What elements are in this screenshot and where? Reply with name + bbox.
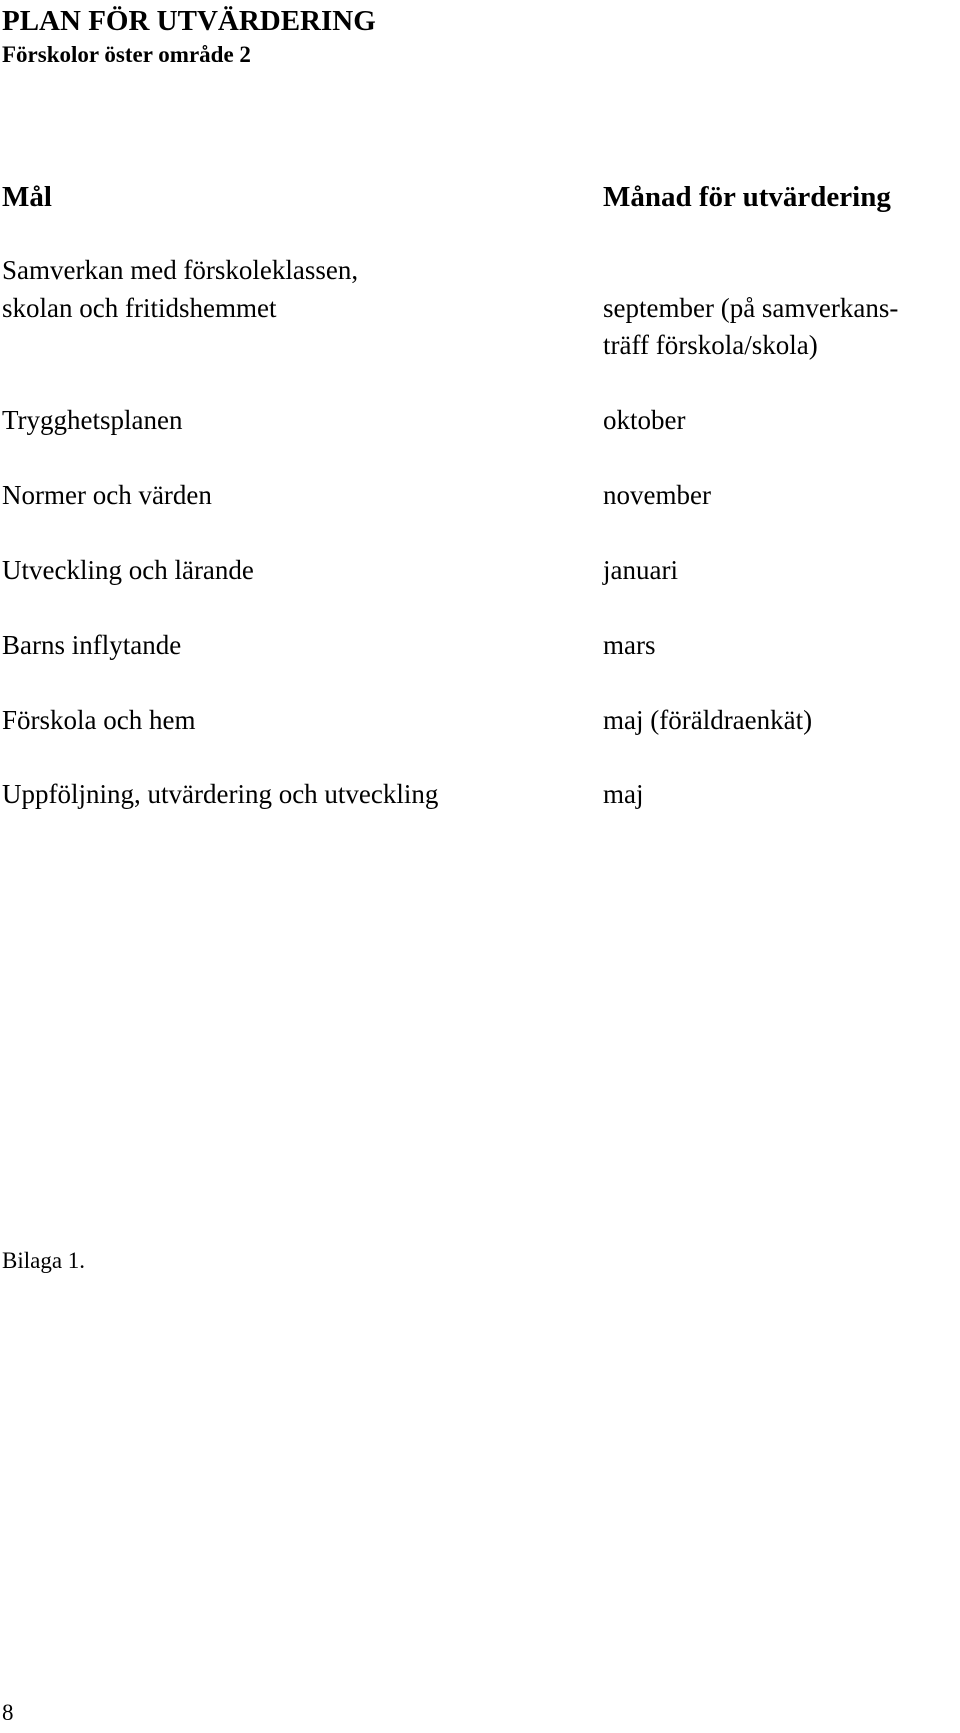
month-cell-line: november [603,480,711,510]
document-subtitle: Förskolor öster område 2 [2,42,251,67]
document-title: PLAN FÖR UTVÄRDERING [2,5,376,37]
month-column-header: Månad för utvärdering [603,181,891,213]
month-cell-line: träff förskola/skola) [603,330,818,360]
goal-cell-line: Trygghetsplanen [2,405,183,435]
page-number: 8 [2,1700,14,1725]
goal-cell-line: Utveckling och lärande [2,555,254,585]
goal-column-header: Mål [2,181,52,213]
month-cell-line: maj [603,779,644,809]
month-cell-line: maj (föräldraenkät) [603,705,813,735]
month-cell-line: januari [603,555,678,585]
month-cell-line: oktober [603,405,686,435]
goal-cell-line: Barns inflytande [2,630,182,660]
goal-cell-line: Samverkan med förskoleklassen, [2,255,359,285]
attachment-label: Bilaga 1. [2,1248,86,1273]
goal-cell-line: skolan och fritidshemmet [2,293,277,323]
month-cell-line: september (på samverkans- [603,293,899,323]
month-cell-line: mars [603,630,656,660]
goal-cell-line: Uppföljning, utvärdering och utveckling [2,779,439,809]
goal-cell-line: Förskola och hem [2,705,196,735]
goal-cell-line: Normer och värden [2,480,212,510]
